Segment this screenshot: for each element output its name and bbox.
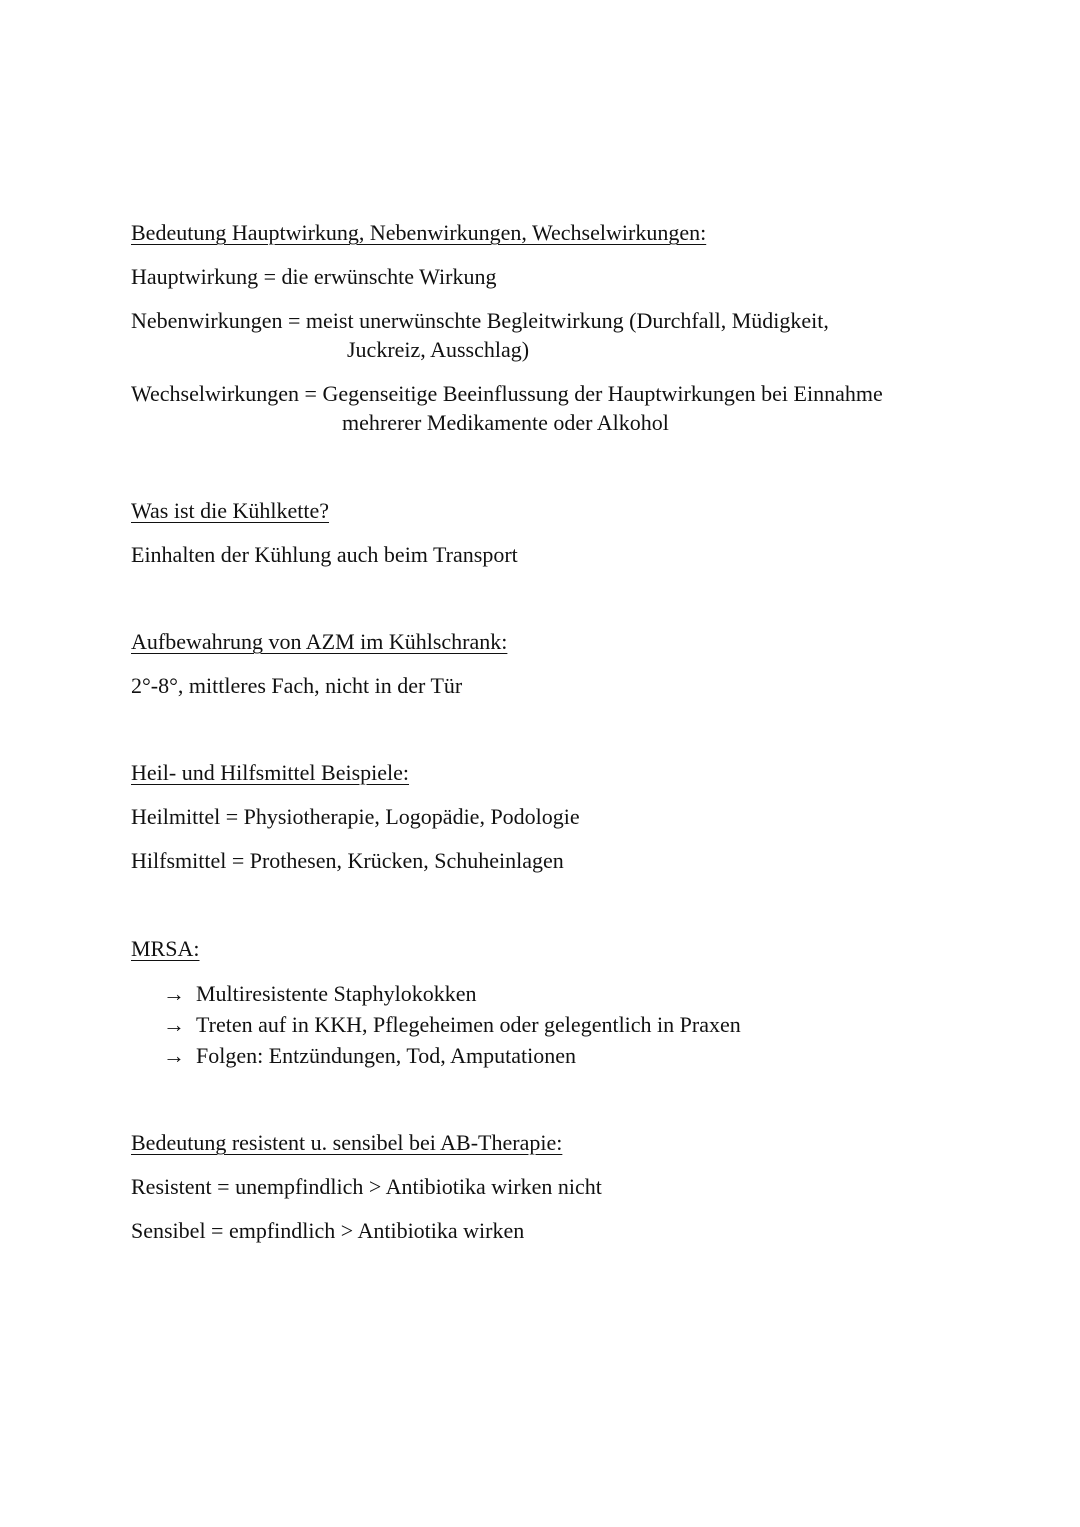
- aufbewahrung-text: 2°-8°, mittleres Fach, nicht in der Tür: [131, 673, 463, 698]
- heading-aufbewahrung: Aufbewahrung von AZM im Kühlschrank:: [131, 629, 508, 654]
- resistent-line: Resistent = unempfindlich > Antibiotika wirken nicht: [131, 1174, 602, 1199]
- mrsa-item-text: Multiresistente Staphylokokken: [196, 981, 477, 1006]
- heilmittel-line: Heilmittel = Physiotherapie, Logopädie, Podologie: [131, 804, 580, 829]
- hauptwirkung-line: Hauptwirkung = die erwünschte Wirkung: [131, 264, 497, 289]
- heading-wirkungen: Bedeutung Hauptwirkung, Nebenwirkungen, Wechselwirkungen:: [131, 220, 707, 245]
- hilfsmittel-line: Hilfsmittel = Prothesen, Krücken, Schuheinlagen: [131, 848, 564, 873]
- sensibel-line: Sensibel = empfindlich > Antibiotika wirken: [131, 1218, 525, 1243]
- heading-kuehlkette: Was ist die Kühlkette?: [131, 498, 330, 523]
- nebenwirkungen-line: Nebenwirkungen = meist unerwünschte Begleitwirkung (Durchfall, Müdigkeit,: [131, 308, 829, 333]
- wechselwirkungen-line: Wechselwirkungen = Gegenseitige Beeinflussung der Hauptwirkungen bei Einnahme: [131, 381, 883, 406]
- mrsa-item-text: Treten auf in KKH, Pflegeheimen oder gelegentlich in Praxen: [196, 1012, 741, 1037]
- mrsa-list-item: [163, 1041, 576, 1071]
- heading-resistent: Bedeutung resistent u. sensibel bei AB-Therapie:: [131, 1130, 563, 1155]
- arrow-right-icon: →: [163, 981, 185, 1006]
- mrsa-item-text: Folgen: Entzündungen, Tod, Amputationen: [196, 1043, 576, 1068]
- heading-mrsa: MRSA:: [131, 936, 200, 961]
- nebenwirkungen-continuation: Juckreiz, Ausschlag): [347, 337, 530, 362]
- mrsa-list-item: [163, 979, 476, 1009]
- arrow-right-icon: →: [163, 1012, 185, 1037]
- kuehlkette-text: Einhalten der Kühlung auch beim Transport: [131, 542, 518, 567]
- mrsa-list-item: [163, 1010, 741, 1040]
- arrow-right-icon: →: [163, 1043, 185, 1068]
- heading-heilmittel: Heil- und Hilfsmittel Beispiele:: [131, 760, 410, 785]
- wechselwirkungen-continuation: mehrerer Medikamente oder Alkohol: [342, 410, 669, 435]
